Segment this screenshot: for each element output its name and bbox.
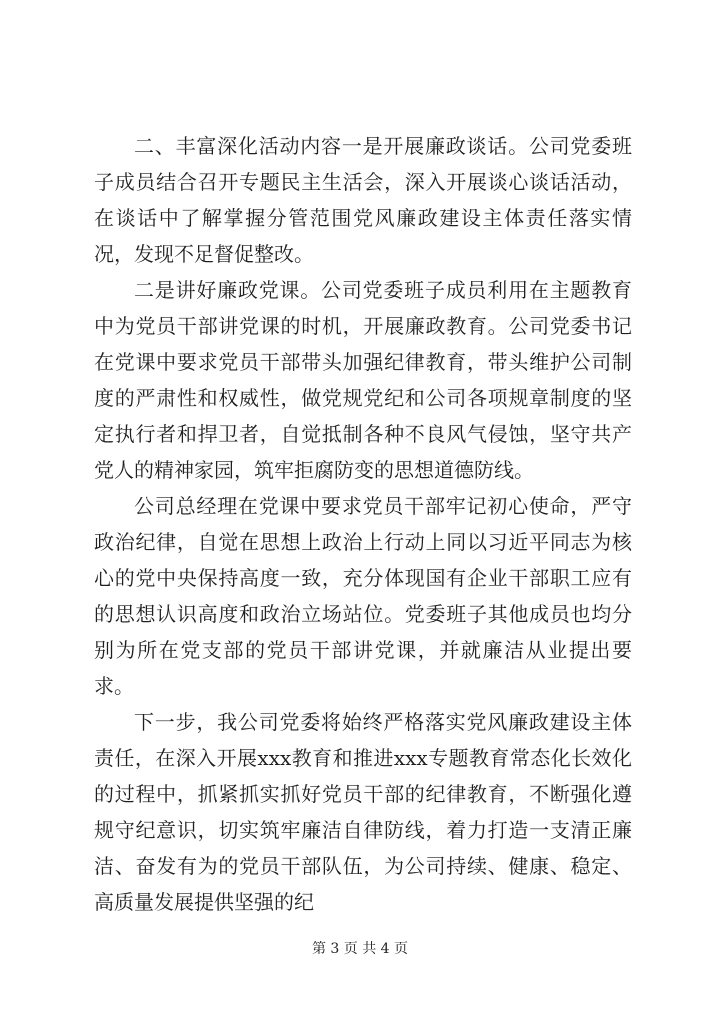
paragraph-1: 二、丰富深化活动内容一是开展廉政谈话。公司党委班子成员结合召开专题民主生活会，深入开展谈心谈话活动，在谈话中了解掌握分管范围党风廉政建设主体责任落实情况，发现不足督促整改。 <box>94 134 632 266</box>
paragraph-2: 二是讲好廉政党课。公司党委班子成员利用在主题教育中为党员干部讲党课的时机，开展廉政教育。公司党委书记在党课中要求党员干部带头加强纪律教育，带头维护公司制度的严肃性和权威性，做党规党纪和公司各项规章制度的坚定执行者和捍卫者，自觉抵制各种不良风气侵蚀，坚守共产党人的精神家园，筑牢拒腐防变的思想道德防线。 <box>94 278 632 482</box>
paragraph-4: 下一步，我公司党委将始终严格落实党风廉政建设主体责任，在深入开展xxx教育和推进xxx专题教育常态化长效化的过程中，抓紧抓实抓好党员干部的纪律教育，不断强化遵规守纪意识，切实筑牢廉洁自律防线，着力打造一支清正廉洁、奋发有为的党员干部队伍，为公司持续、健康、稳定、高质量发展提供坚强的纪 <box>94 710 632 914</box>
paragraph-3: 公司总经理在党课中要求党员干部牢记初心使命，严守政治纪律，自觉在思想上政治上行动上同以习近平同志为核心的党中央保持高度一致，充分体现国有企业干部职工应有的思想认识高度和政治立场站位。党委班子其他成员也均分别为所在党支部的党员干部讲党课，并就廉洁从业提出要求。 <box>94 494 632 698</box>
document-body <box>94 128 632 920</box>
page-footer: 第 3 页 共 4 页 <box>311 941 409 957</box>
